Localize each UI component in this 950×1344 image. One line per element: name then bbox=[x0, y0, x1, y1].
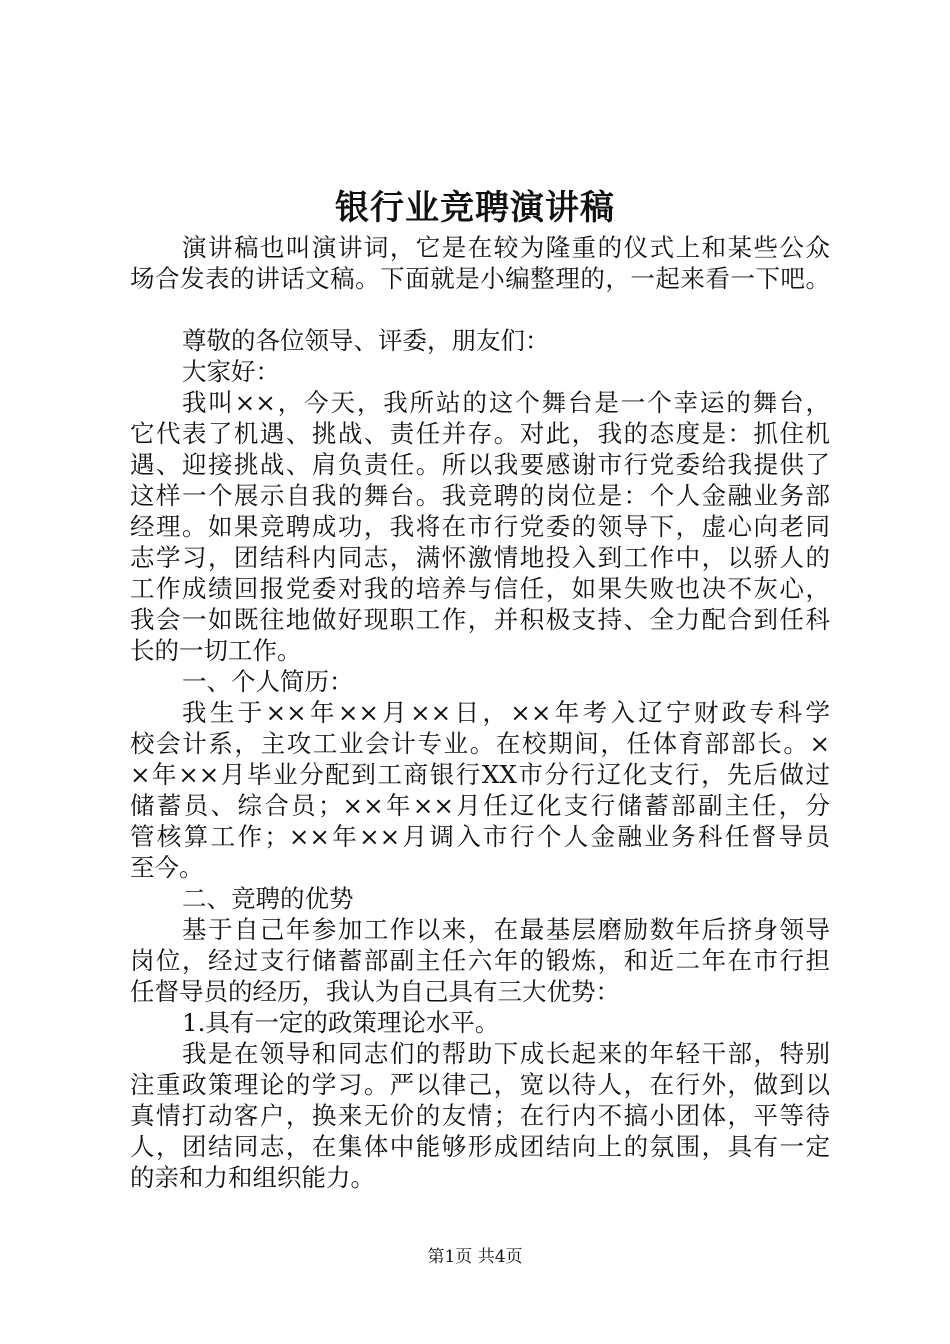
paragraph-line: 演讲稿也叫演讲词，它是在较为隆重的仪式上和某些公众 bbox=[182, 233, 830, 262]
greeting-line: 大家好： bbox=[182, 357, 280, 386]
paragraph-line: 遇、迎接挑战、肩负责任。所以我要感谢市行党委给我提供了 bbox=[130, 450, 830, 479]
paragraph-line: 我是在领导和同志们的帮助下成长起来的年轻干部，特别 bbox=[182, 1039, 830, 1068]
paragraph-line: 的亲和力和组织能力。 bbox=[130, 1163, 375, 1192]
paragraph-line: 这样一个展示自我的舞台。我竞聘的岗位是：个人金融业务部 bbox=[130, 481, 830, 510]
paragraph-line: ×年××月毕业分配到工商银行XX市分行辽化支行，先后做过 bbox=[130, 760, 830, 789]
paragraph-line: 基于自己年参加工作以来，在最基层磨励数年后挤身领导 bbox=[182, 915, 830, 944]
section-heading: 二、竞聘的优势 bbox=[182, 884, 354, 913]
paragraph-line: 经理。如果竞聘成功，我将在市行党委的领导下，虚心向老同 bbox=[130, 512, 830, 541]
salutation-line: 尊敬的各位领导、评委，朋友们： bbox=[182, 326, 550, 355]
section-heading: 一、个人简历： bbox=[182, 667, 354, 696]
document-body bbox=[130, 232, 830, 1193]
page-footer: 第1页 共4页 bbox=[427, 1247, 523, 1267]
paragraph-line: 我生于××年××月××日，××年考入辽宁财政专科学 bbox=[182, 698, 830, 727]
blank-line bbox=[130, 294, 830, 325]
subsection-heading: 1.具有一定的政策理论水平。 bbox=[182, 1008, 500, 1037]
paragraph-line: 人，团结同志，在集体中能够形成团结向上的氛围，具有一定 bbox=[130, 1132, 830, 1161]
paragraph-line: 校会计系，主攻工业会计专业。在校期间，任体育部部长。× bbox=[130, 729, 830, 758]
paragraph-line: 储蓄员、综合员；××年××月任辽化支行储蓄部副主任，分 bbox=[130, 791, 830, 820]
paragraph-line: 任督导员的经历，我认为自己具有三大优势： bbox=[130, 977, 620, 1006]
paragraph-line: 注重政策理论的学习。严以律己，宽以待人，在行外，做到以 bbox=[130, 1070, 830, 1099]
paragraph-line: 工作成绩回报党委对我的培养与信任，如果失败也决不灰心， bbox=[130, 574, 830, 603]
paragraph-line: 我叫××，今天，我所站的这个舞台是一个幸运的舞台， bbox=[182, 388, 830, 417]
paragraph-line: 真情打动客户，换来无价的友情；在行内不搞小团体，平等待 bbox=[130, 1101, 830, 1130]
paragraph-line: 至今。 bbox=[130, 853, 204, 882]
paragraph-line: 长的一切工作。 bbox=[130, 636, 302, 665]
paragraph-line: 岗位，经过支行储蓄部副主任六年的锻炼，和近二年在市行担 bbox=[130, 946, 830, 975]
paragraph-line: 我会一如既往地做好现职工作，并积极支持、全力配合到任科 bbox=[130, 605, 830, 634]
paragraph-line: 管核算工作；××年××月调入市行个人金融业务科任督导员 bbox=[130, 822, 830, 851]
paragraph-line: 志学习，团结科内同志，满怀激情地投入到工作中，以骄人的 bbox=[130, 543, 830, 572]
paragraph-line: 它代表了机遇、挑战、责任并存。对此，我的态度是：抓住机 bbox=[130, 419, 830, 448]
document-title: 银行业竞聘演讲稿 bbox=[335, 188, 615, 228]
paragraph-line: 场合发表的讲话文稿。下面就是小编整理的，一起来看一下吧。 bbox=[130, 264, 830, 293]
